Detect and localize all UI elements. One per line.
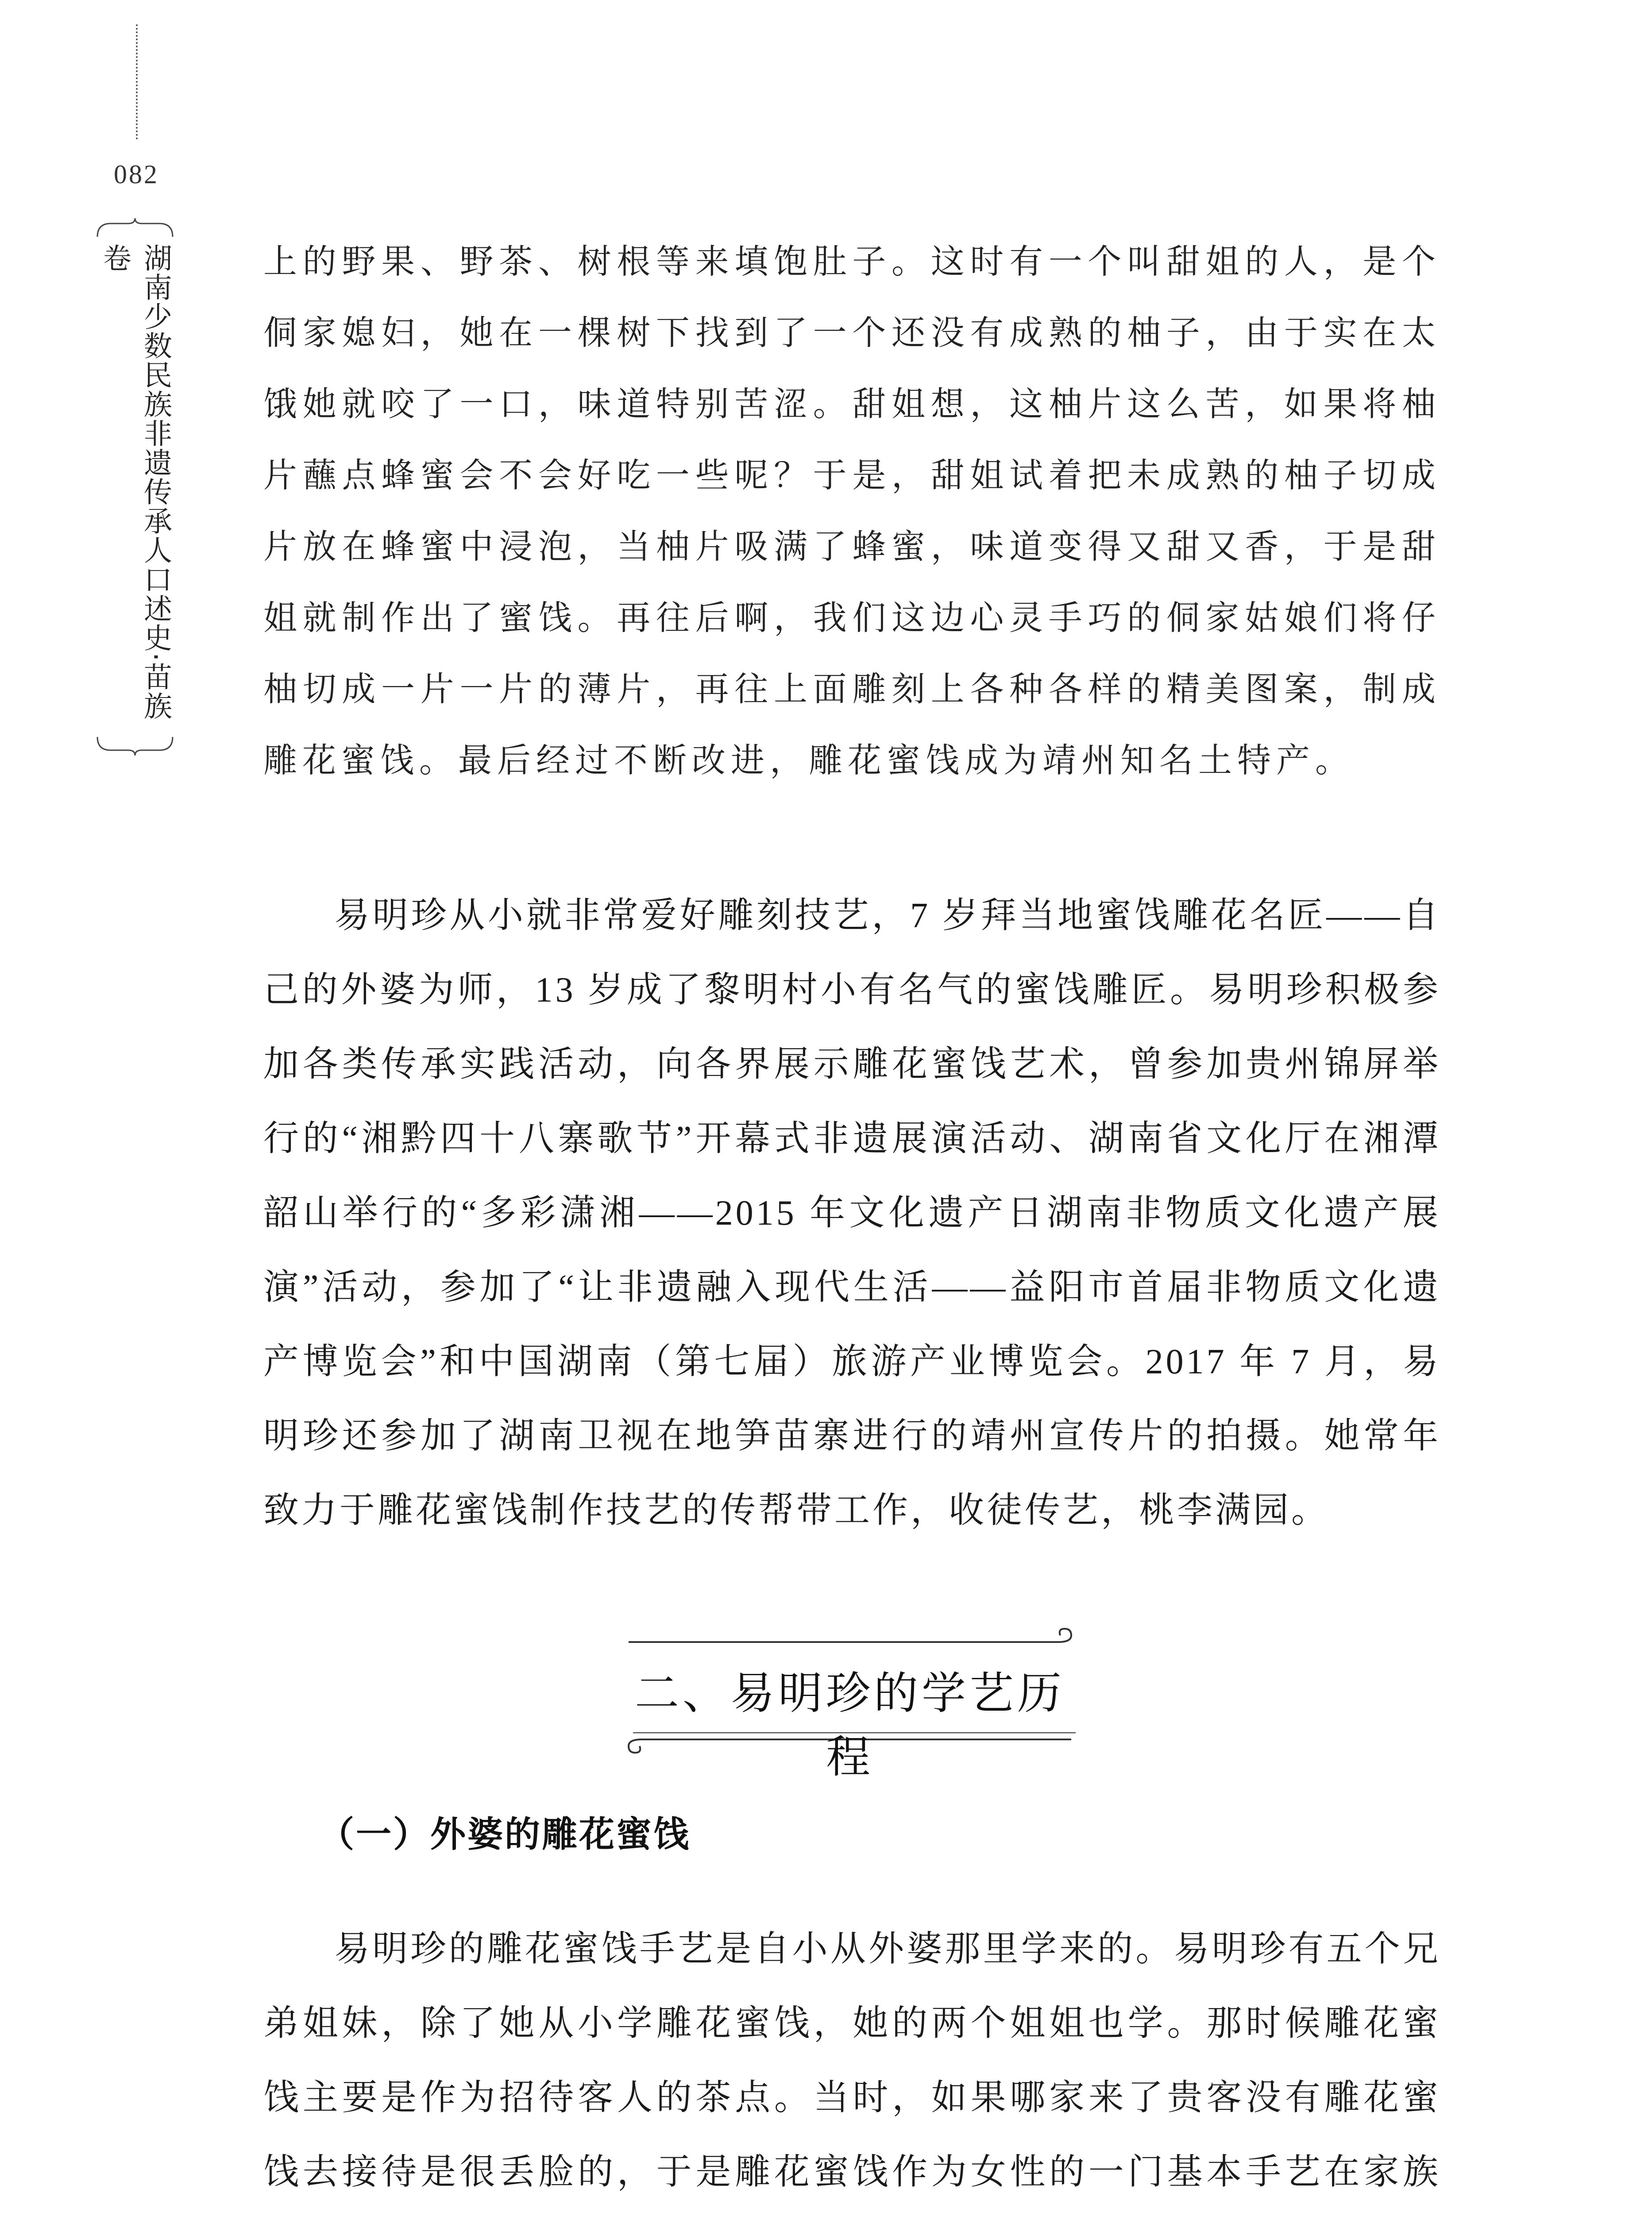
body-paragraph-block bbox=[263, 879, 1441, 1548]
side-dotted-rule-top bbox=[136, 24, 138, 139]
bracket-ornament-bottom bbox=[93, 735, 177, 757]
sub-heading: （一）外婆的雕花蜜饯 bbox=[319, 1814, 691, 1855]
section-heading: 二、易明珍的学艺历程 bbox=[635, 1667, 1065, 1783]
section-heading-frame bbox=[615, 1611, 1085, 1783]
body-paragraph-block bbox=[263, 1912, 1441, 2213]
running-title bbox=[93, 243, 177, 730]
narrative-paragraph: 上的野果、野茶、树根等来填饱肚子。这时有一个叫甜姐的人，是个侗家媳妇，她在一棵树下找到了一个还没有成熟的柚子，由于实在太饿她就咬了一口，味道特别苦涩。甜姐想，这柚片这么苦，如果将柚片蘸点蜂蜜会不会好吃一些呢？于是，甜姐试着把未成熟的柚子切成片放在蜂蜜中浸泡，当柚片吸满了蜂蜜，味道变得又甜又香，于是甜姐就制作出了蜜饯。再往后啊，我们这边心灵手巧的侗家姑娘们将仔柚切成一片一片的薄片，再往上面雕刻上各种各样的精美图案，制成雕花蜜饯。最后经过不断改进，雕花蜜饯成为靖州知名土特产。 bbox=[263, 242, 1441, 780]
body-paragraph: 易明珍的雕花蜜饯手艺是自小从外婆那里学来的。易明珍有五个兄弟姐妹，除了她从小学雕花蜜饯，她的两个姐姐也学。那时候雕花蜜饯主要是作为招待客人的茶点。当时，如果哪家来了贵客没有雕花蜜饯去接待是很丢脸的，于是雕花蜜饯作为女性的一门基本手艺在家族 bbox=[263, 1930, 1441, 2192]
running-title-text: 湖南少数民族非遗传承人口述史·苗族卷 bbox=[98, 243, 172, 721]
narrative-block bbox=[263, 226, 1441, 796]
bracket-ornament-top bbox=[93, 217, 177, 239]
page-number: 082 bbox=[114, 160, 159, 189]
running-title-frame bbox=[93, 217, 177, 757]
body-paragraph: 易明珍从小就非常爱好雕刻技艺，7 岁拜当地蜜饯雕花名匠——自己的外婆为师，13 岁成了黎明村小有名气的蜜饯雕匠。易明珍积极参加各类传承实践活动，向各界展示雕花蜜饯艺术，曾参加贵州锦屏举行的“湘黔四十八寨歌节”开幕式非遗展演活动、湖南省文化厅在湘潭韶山举行的“多彩潇湘——2015 年文化遗产日湖南非物质文化遗产展演”活动，参加了“让非遗融入现代生活——益阳市首届非物质文化遗产博览会”和中国湖南（第七届）旅游产业博览会。2017 年 7 月，易明珍还参加了湖南卫视在地笋苗寨进行的靖州宣传片的拍摄。她常年致力于雕花蜜饯制作技艺的传帮带工作，收徒传艺，桃李满园。 bbox=[263, 896, 1441, 1530]
